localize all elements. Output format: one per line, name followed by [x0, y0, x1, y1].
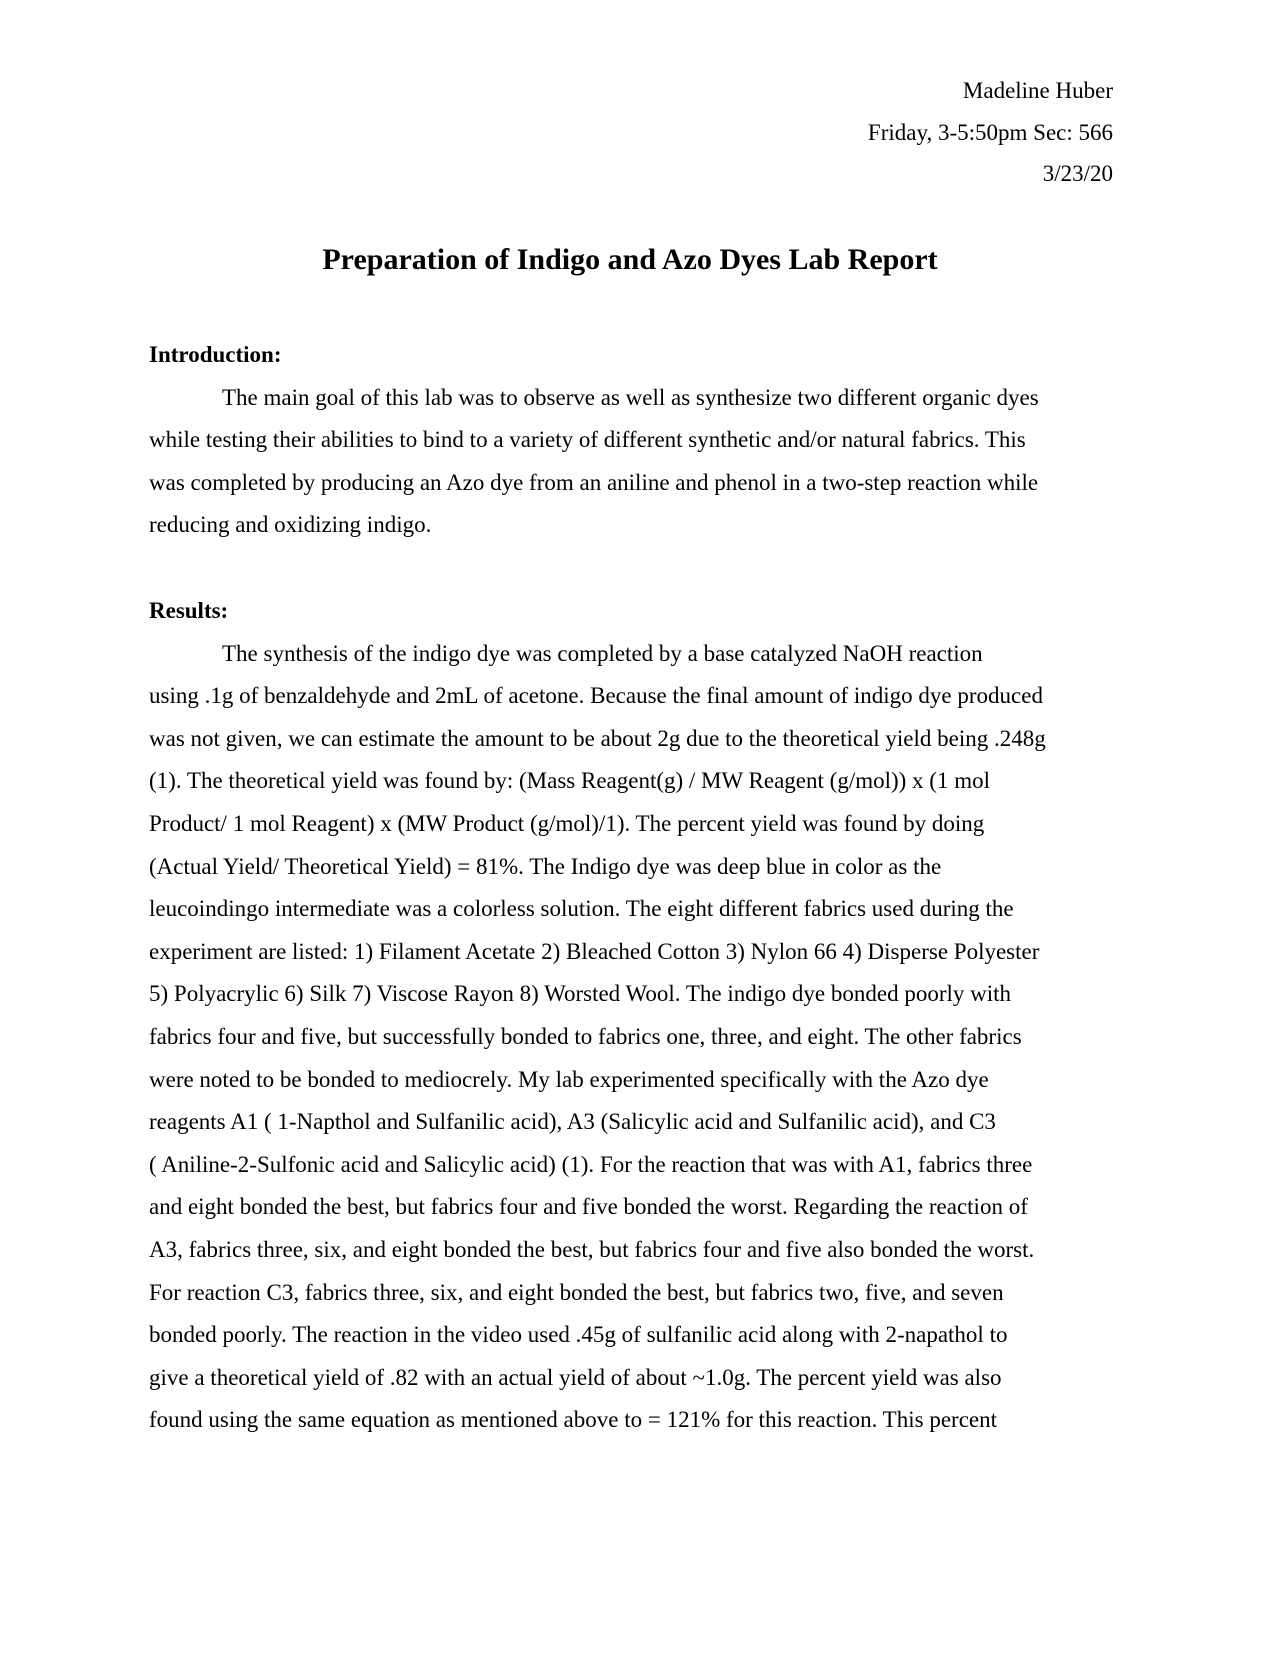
introduction-line: The main goal of this lab was to observe as well as synthesize two different organic dyes — [222, 384, 1039, 410]
document-title: Preparation of Indigo and Azo Dyes Lab Report — [322, 243, 938, 276]
results-line: 5) Polyacrylic 6) Silk 7) Viscose Rayon 8) Worsted Wool. The indigo dye bonded poorly with — [149, 981, 1012, 1007]
results-line: For reaction C3, fabrics three, six, and eight bonded the best, but fabrics two, five, and seven — [149, 1279, 1004, 1305]
results-line: experiment are listed: 1) Filament Acetate 2) Bleached Cotton 3) Nylon 66 4) Disperse Polyester — [149, 938, 1040, 964]
results-line: Product/ 1 mol Reagent) x (MW Product (g/mol)/1). The percent yield was found by doing — [149, 810, 985, 836]
introduction-line: while testing their abilities to bind to a variety of different synthetic and/or natural fabrics. This — [149, 427, 1026, 453]
results-line: A3, fabrics three, six, and eight bonded the best, but fabrics four and five also bonded the worst. — [149, 1236, 1035, 1262]
results-line: (Actual Yield/ Theoretical Yield) = 81%. The Indigo dye was deep blue in color as the — [149, 853, 942, 879]
results-heading: Results: — [149, 598, 229, 623]
class-session: Friday, 3-5:50pm Sec: 566 — [867, 119, 1113, 145]
results-line: ( Aniline-2-Sulfonic acid and Salicylic acid) (1). For the reaction that was with A1, fabrics three — [149, 1151, 1033, 1177]
results-paragraph — [149, 633, 1115, 1442]
results-line: found using the same equation as mentioned above to = 121% for this reaction. This percent — [149, 1407, 998, 1433]
results-line: using .1g of benzaldehyde and 2mL of acetone. Because the final amount of indigo dye produced — [149, 683, 1043, 709]
results-line: was not given, we can estimate the amount to be about 2g due to the theoretical yield being .248g — [149, 725, 1046, 751]
introduction-heading: Introduction: — [149, 342, 282, 367]
results-line: (1). The theoretical yield was found by: (Mass Reagent(g) / MW Reagent (g/mol)) x (1 mol — [149, 768, 990, 794]
introduction-paragraph — [149, 377, 1115, 547]
introduction-section — [149, 334, 1115, 547]
results-section — [149, 590, 1115, 1442]
results-line: were noted to be bonded to mediocrely. My lab experimented specifically with the Azo dye — [149, 1066, 989, 1092]
results-line: and eight bonded the best, but fabrics four and five bonded the worst. Regarding the reaction of — [149, 1194, 1028, 1220]
author-name: Madeline Huber — [962, 78, 1113, 103]
introduction-line: reducing and oxidizing indigo. — [149, 512, 432, 538]
results-line: bonded poorly. The reaction in the video used .45g of sulfanilic acid along with 2-napathol to — [149, 1322, 1008, 1348]
results-line: The synthesis of the indigo dye was completed by a base catalyzed NaOH reaction — [222, 640, 983, 666]
report-date: 3/23/20 — [1042, 161, 1113, 186]
introduction-line: was completed by producing an Azo dye from an aniline and phenol in a two-step reaction while — [149, 469, 1039, 495]
results-line: reagents A1 ( 1-Napthol and Sulfanilic acid), A3 (Salicylic acid and Sulfanilic acid), and C3 — [149, 1109, 996, 1135]
header-block — [868, 70, 1113, 195]
results-line: give a theoretical yield of .82 with an actual yield of about ~1.0g. The percent yield was also — [149, 1364, 1002, 1390]
results-line: fabrics four and five, but successfully bonded to fabrics one, three, and eight. The other fabrics — [149, 1023, 1022, 1049]
results-line: leucoindingo intermediate was a colorless solution. The eight different fabrics used during the — [149, 896, 1014, 922]
